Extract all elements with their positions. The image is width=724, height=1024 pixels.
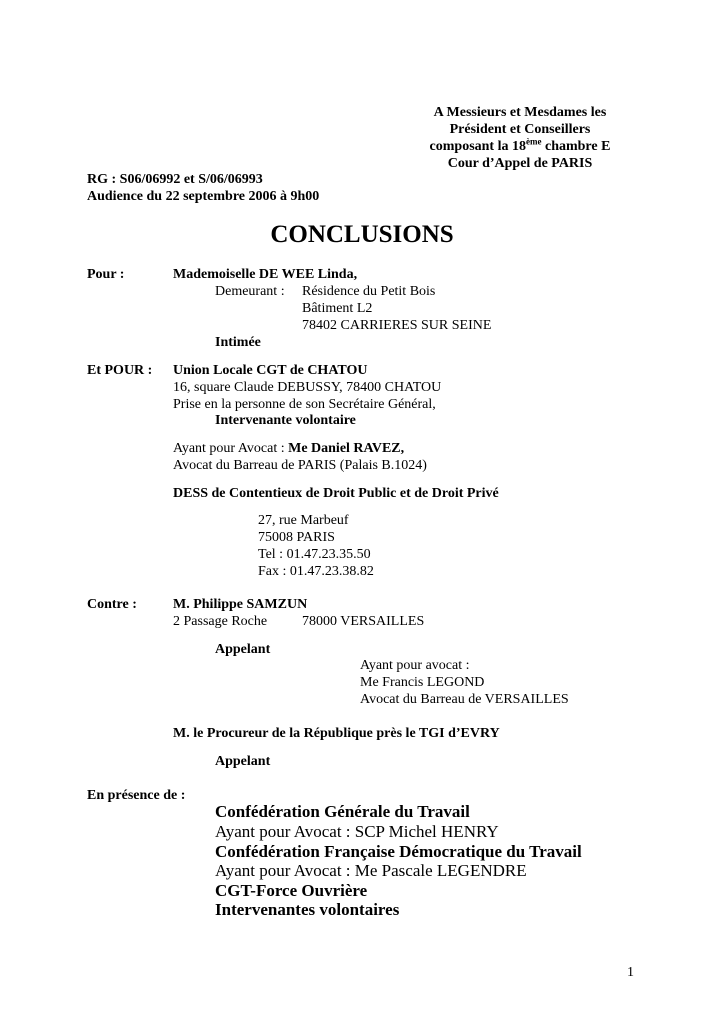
- et-pour-address: 16, square Claude DEBUSSY, 78400 CHATOU: [173, 380, 442, 395]
- contre-lawyer-line-2: Me Francis LEGOND: [360, 675, 485, 690]
- presence-line-5: CGT-Force Ouvrière: [215, 881, 368, 900]
- addressee-line-4: Cour d’Appel de PARIS: [447, 156, 593, 171]
- contre-street: 2 Passage Roche: [173, 614, 268, 629]
- et-pour-office-line-4: Fax : 01.47.23.38.82: [258, 564, 374, 579]
- pour-role: Intimée: [215, 335, 261, 350]
- contre-procureur-role: Appelant: [215, 754, 271, 769]
- et-pour-represented: Prise en la personne de son Secrétaire Général,: [173, 397, 436, 412]
- et-pour-name: Union Locale CGT de CHATOU: [173, 363, 368, 378]
- addressee-line-1: A Messieurs et Mesdames les: [433, 105, 607, 120]
- et-pour-lawyer-name: Me Daniel RAVEZ,: [288, 441, 405, 456]
- contre-procureur: M. le Procureur de la République près le TGI d’EVRY: [173, 726, 500, 741]
- presence-line-3: Confédération Française Démocratique du Travail: [215, 842, 582, 861]
- et-pour-office-line-2: 75008 PARIS: [258, 530, 335, 545]
- contre-name: M. Philippe SAMZUN: [173, 597, 308, 612]
- page-title: CONCLUSIONS: [270, 221, 454, 248]
- addressee-line-3-end: chambre E: [541, 139, 611, 154]
- presence-label: En présence de :: [87, 788, 186, 803]
- et-pour-office-line-3: Tel : 01.47.23.35.50: [258, 547, 371, 562]
- pour-address-line-1: Résidence du Petit Bois: [302, 284, 436, 299]
- addressee-superscript: ème: [525, 136, 542, 147]
- pour-label: Pour :: [87, 267, 125, 282]
- pour-name: Mademoiselle DE WEE Linda,: [173, 267, 358, 282]
- et-pour-lawyer-prefix: Ayant pour Avocat :: [173, 441, 289, 456]
- presence-line-1: Confédération Générale du Travail: [215, 802, 470, 821]
- case-hearing: Audience du 22 septembre 2006 à 9h00: [87, 189, 320, 204]
- addressee-line-2: Président et Conseillers: [449, 122, 591, 137]
- pour-address-label: Demeurant :: [215, 284, 285, 299]
- contre-label: Contre :: [87, 597, 137, 612]
- et-pour-lawyer: [173, 440, 404, 457]
- contre-city: 78000 VERSAILLES: [302, 614, 425, 629]
- et-pour-degree: DESS de Contentieux de Droit Public et de Droit Privé: [173, 486, 499, 501]
- contre-lawyer-line-3: Avocat du Barreau de VERSAILLES: [360, 692, 569, 707]
- presence-line-2: Ayant pour Avocat : SCP Michel HENRY: [215, 822, 499, 841]
- addressee-line-3: [410, 138, 630, 155]
- et-pour-lawyer-bar: Avocat du Barreau de PARIS (Palais B.1024): [173, 458, 427, 473]
- page-number: 1: [627, 965, 634, 980]
- et-pour-label: Et POUR :: [87, 363, 153, 378]
- presence-line-6: Intervenantes volontaires: [215, 900, 400, 919]
- presence-line-4: Ayant pour Avocat : Me Pascale LEGENDRE: [215, 861, 527, 880]
- et-pour-role: Intervenante volontaire: [215, 413, 356, 428]
- et-pour-office-line-1: 27, rue Marbeuf: [258, 513, 349, 528]
- addressee-line-3-text: composant la 18: [429, 139, 526, 154]
- contre-lawyer-line-1: Ayant pour avocat :: [360, 658, 470, 673]
- case-rg: RG : S06/06992 et S/06/06993: [87, 172, 263, 187]
- contre-role: Appelant: [215, 642, 271, 657]
- pour-address-line-3: 78402 CARRIERES SUR SEINE: [302, 318, 492, 333]
- pour-address-line-2: Bâtiment L2: [302, 301, 373, 316]
